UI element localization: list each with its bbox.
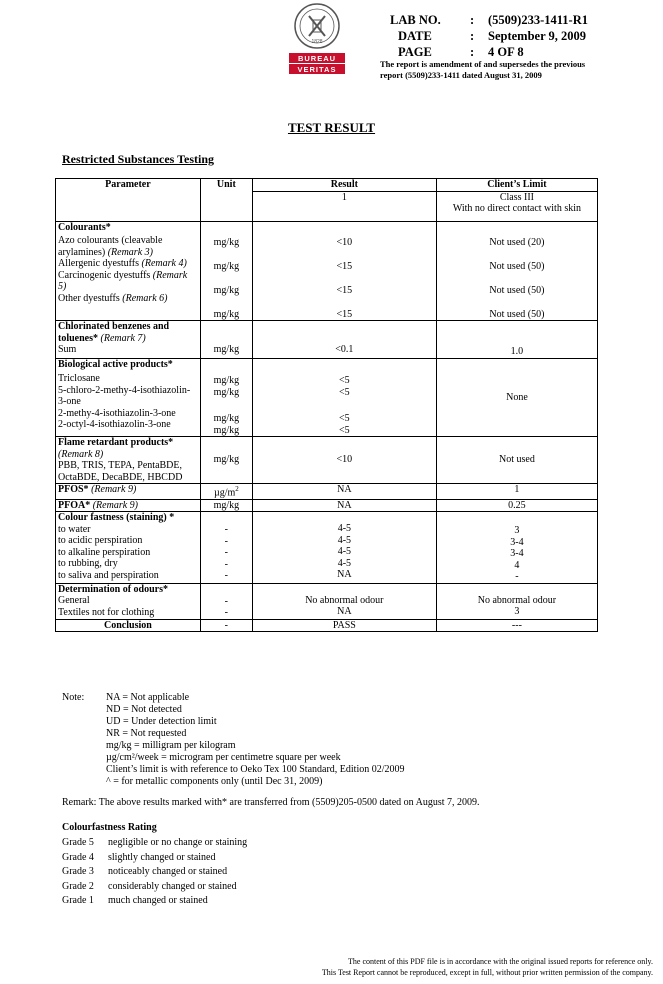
page-line: PAGE : 4 OF 8 — [390, 44, 524, 60]
group-pfoa: PFOA* (Remark 9) — [56, 499, 201, 512]
logo-text-veritas: VERITAS — [297, 65, 337, 74]
notes-lines: NA = Not applicable ND = Not detected UD = Under detection limit NR = Not requested mg/kg = milligram per kilogram µg/cm²/week = microgram per centimetre square per week Client’s limit is with reference to Oeko Tex 100 Standard, Edition 02/2009 ^ = for metallic components only (until Dec 31, 2009) — [106, 692, 405, 787]
list-item: Grade 4 slightly changed or stained — [62, 851, 216, 863]
lab-no-line: LAB NO. : (5509)233-1411-R1 — [390, 13, 588, 27]
table-row — [56, 358, 598, 437]
conclusion-label: Conclusion — [56, 619, 201, 632]
group-biological: Biological active products* Triclosane 5-chloro-2-methy-4-isothiazolin-3-one 2-methy-4-isothiazolin-3-one 2-octyl-4-isothiazolin-3-one — [56, 358, 201, 437]
group-colourants: Colourants* Azo colourants (cleavable arylamines) (Remark 3) Allergenic dyestuffs (Remark 4) Carcinogenic dyestuffs (Remark 5) Other dyestuffs (Remark 6) — [56, 221, 201, 321]
section-subtitle: Restricted Substances Testing — [62, 152, 215, 166]
list-item: Grade 2 considerably changed or stained — [62, 880, 237, 892]
biological-results: <5 <5 <5 <5 — [252, 358, 436, 437]
conclusion-limit: --- — [436, 619, 597, 632]
colourfastness-rating — [62, 822, 247, 910]
group-flame-retardant: Flame retardant products* (Remark 8) PBB, TRIS, TEPA, PentaBDE, OctaBDE, DecaBDE, HBCDD — [56, 437, 201, 484]
table-header-row — [56, 179, 598, 192]
logo-year: 1828 — [311, 39, 323, 45]
pfos-unit: $\mu g/m^2$ — [200, 484, 252, 500]
colourants-units: mg/kg mg/kg mg/kg mg/kg — [200, 221, 252, 321]
amendment-note: The report is amendment of and supersedes the previous report (5509)233-1411 dated August 31, 2009 — [380, 59, 586, 80]
header-result: Result — [252, 179, 436, 192]
result-sample-number: 1 — [252, 191, 436, 221]
list-item: Grade 1 much changed or stained — [62, 895, 208, 906]
chlorinated-unit: mg/kg — [200, 321, 252, 359]
date-value: September 9, 2009 — [488, 29, 587, 43]
colourants-results: <10 <15 <15 <15 — [252, 221, 436, 321]
list-item: Grade 5 negligible or no change or staining — [62, 837, 248, 848]
list-item: Grade 3 noticeably changed or stained — [62, 866, 228, 877]
table-row — [56, 321, 598, 359]
page-value: 4 OF 8 — [488, 45, 524, 59]
group-colour-fastness: Colour fastness (staining) * to water to acidic perspiration to alkaline perspiration to rubbing, dry to saliva and perspiration — [56, 512, 201, 584]
chlorinated-limit: 1.0 — [436, 321, 597, 359]
page-title: TEST RESULT — [287, 120, 376, 135]
conclusion-unit: - — [200, 619, 252, 632]
flame-result: <10 — [252, 437, 436, 484]
lab-no-label: LAB NO. — [390, 13, 441, 27]
bureau-veritas-logo — [287, 2, 347, 76]
table-row — [56, 583, 598, 619]
header-unit: Unit — [200, 179, 252, 222]
fastness-results: 4-5 4-5 4-5 4-5 NA — [252, 512, 436, 584]
flame-limit: Not used — [436, 437, 597, 484]
results-table — [55, 178, 598, 632]
flame-unit: mg/kg — [200, 437, 252, 484]
biological-units: mg/kg mg/kg mg/kg mg/kg — [200, 358, 252, 437]
pfoa-limit: 0.25 — [436, 499, 597, 512]
table-row — [56, 499, 598, 512]
notes-label: Note: — [62, 692, 85, 703]
header-limit: Client’s Limit — [436, 179, 597, 192]
odours-units: - - — [200, 583, 252, 619]
rating-title: Colourfastness Rating — [62, 822, 157, 833]
page-label: PAGE — [398, 45, 432, 59]
pfoa-unit: mg/kg — [200, 499, 252, 512]
limit-class: Class III With no direct contact with skin — [436, 191, 597, 221]
odours-results: No abnormal odour NA — [252, 583, 436, 619]
colourants-limits: Not used (20) Not used (50) Not used (50) Not used (50) — [436, 221, 597, 321]
pfos-limit: 1 — [436, 484, 597, 500]
biological-limit: None — [436, 358, 597, 437]
header-parameter: Parameter — [56, 179, 201, 222]
date-line: DATE : September 9, 2009 — [390, 28, 586, 44]
conclusion-result: PASS — [252, 619, 436, 632]
table-row — [56, 619, 598, 632]
chlorinated-result: <0.1 — [252, 321, 436, 359]
logo-text-bureau: BUREAU — [297, 54, 337, 63]
pfoa-result: NA — [252, 499, 436, 512]
group-pfos: PFOS* (Remark 9) — [56, 484, 201, 500]
group-odours: Determination of odours* General Textiles not for clothing — [56, 583, 201, 619]
table-row — [56, 512, 598, 584]
table-row — [56, 437, 598, 484]
pfos-result: NA — [252, 484, 436, 500]
group-chlorinated: Chlorinated benzenes and toluenes* (Remark 7) Sum — [56, 321, 201, 359]
fastness-units: - - - - - — [200, 512, 252, 584]
footer: The content of this PDF file is in accordance with the original issued reports for reference only. This Test Report cannot be reproduced, except in full, without prior written permission of the company. — [321, 957, 653, 977]
table-row — [56, 484, 598, 500]
remark: Remark: The above results marked with* are transferred from (5509)205-0500 dated on August 7, 2009. — [62, 797, 480, 808]
lab-no-value: (5509)233-1411-R1 — [488, 13, 588, 27]
date-label: DATE — [398, 29, 432, 43]
odours-limits: No abnormal odour 3 — [436, 583, 597, 619]
table-row — [56, 221, 598, 321]
fastness-limits: 3 3-4 3-4 4 - — [436, 512, 597, 584]
